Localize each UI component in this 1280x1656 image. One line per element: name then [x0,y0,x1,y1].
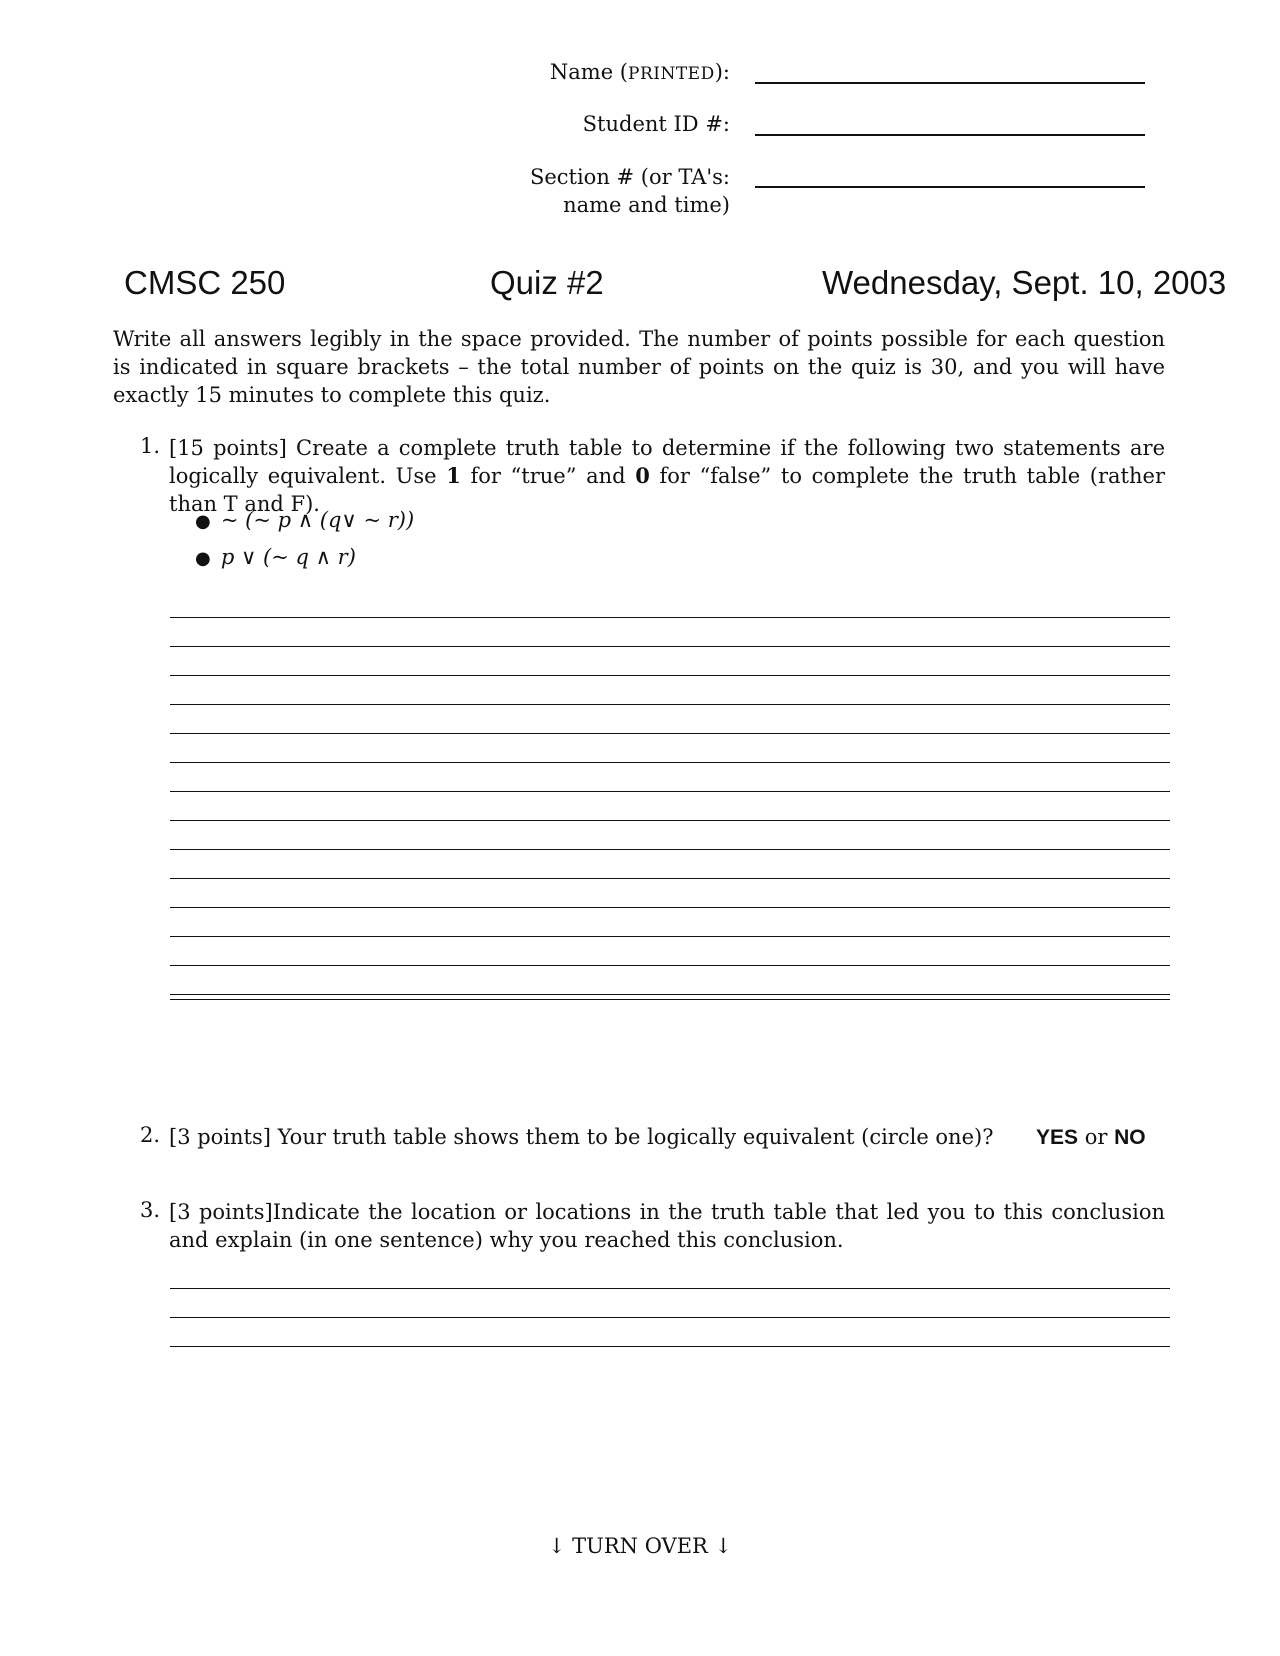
section-field[interactable] [755,186,1145,188]
answer-line[interactable] [170,617,1170,618]
answer-line[interactable] [170,1288,1170,1289]
answer-line[interactable] [170,907,1170,908]
question1-text: [15 points] Create a complete truth table to determine if the following two statements are logically equivalent. Use 1 for “true” and 0 for “false” to complete the truth table (rather than T and F). [169,436,1165,516]
answer-line[interactable] [170,849,1170,850]
answer-line[interactable] [170,646,1170,647]
quiz-title: Quiz #2 [490,264,604,301]
answer-line[interactable] [170,704,1170,705]
course-title: CMSC 250 [124,264,286,301]
answer-line[interactable] [170,936,1170,937]
name-field[interactable] [755,82,1145,84]
student-id-label: Student ID #: [582,112,730,136]
statement-1: ● ~ (~ p ∧ (q∨ ~ r)) [195,508,415,532]
answer-line[interactable] [170,878,1170,879]
answer-line[interactable] [170,1346,1170,1347]
answer-line[interactable] [170,675,1170,676]
answer-line[interactable] [170,965,1170,966]
answer-line[interactable] [170,994,1170,995]
instructions: Write all answers legibly in the space provided. The number of points possible for each question is indicated in square brackets – the total number of points on the quiz is 30, and you will have exactly 15 minutes to complete this quiz. [113,327,1165,407]
question3-number: 3. [140,1198,161,1222]
answer-line[interactable] [170,1317,1170,1318]
answer-line[interactable] [170,762,1170,763]
answer-line[interactable] [170,999,1170,1000]
no-option[interactable]: NO [1114,1126,1146,1149]
answer-line[interactable] [170,791,1170,792]
answer-line[interactable] [170,733,1170,734]
turn-over-note: ↓ TURN OVER ↓ [547,1534,733,1558]
question2-text: [3 points] Your truth table shows them to be logically equivalent (circle one)? [169,1125,994,1149]
name-label: Name (PRINTED): [549,60,730,84]
question3-text: [3 points]Indicate the location or locations in the truth table that led you to this conclusion and explain (in one sentence) why you reached this conclusion. [169,1200,1165,1252]
yes-option[interactable]: YES [1036,1126,1079,1149]
yes-no-choice[interactable]: YES or NO [1036,1125,1146,1149]
quiz-date: Wednesday, Sept. 10, 2003 [822,264,1227,301]
student-id-field[interactable] [755,134,1145,136]
answer-line[interactable] [170,820,1170,821]
section-label: Section # (or TA's: name and time) [529,165,730,217]
question1-number: 1. [140,434,161,458]
statement-2: ● p ∨ (~ q ∧ r) [195,545,356,569]
question2-number: 2. [140,1123,161,1147]
